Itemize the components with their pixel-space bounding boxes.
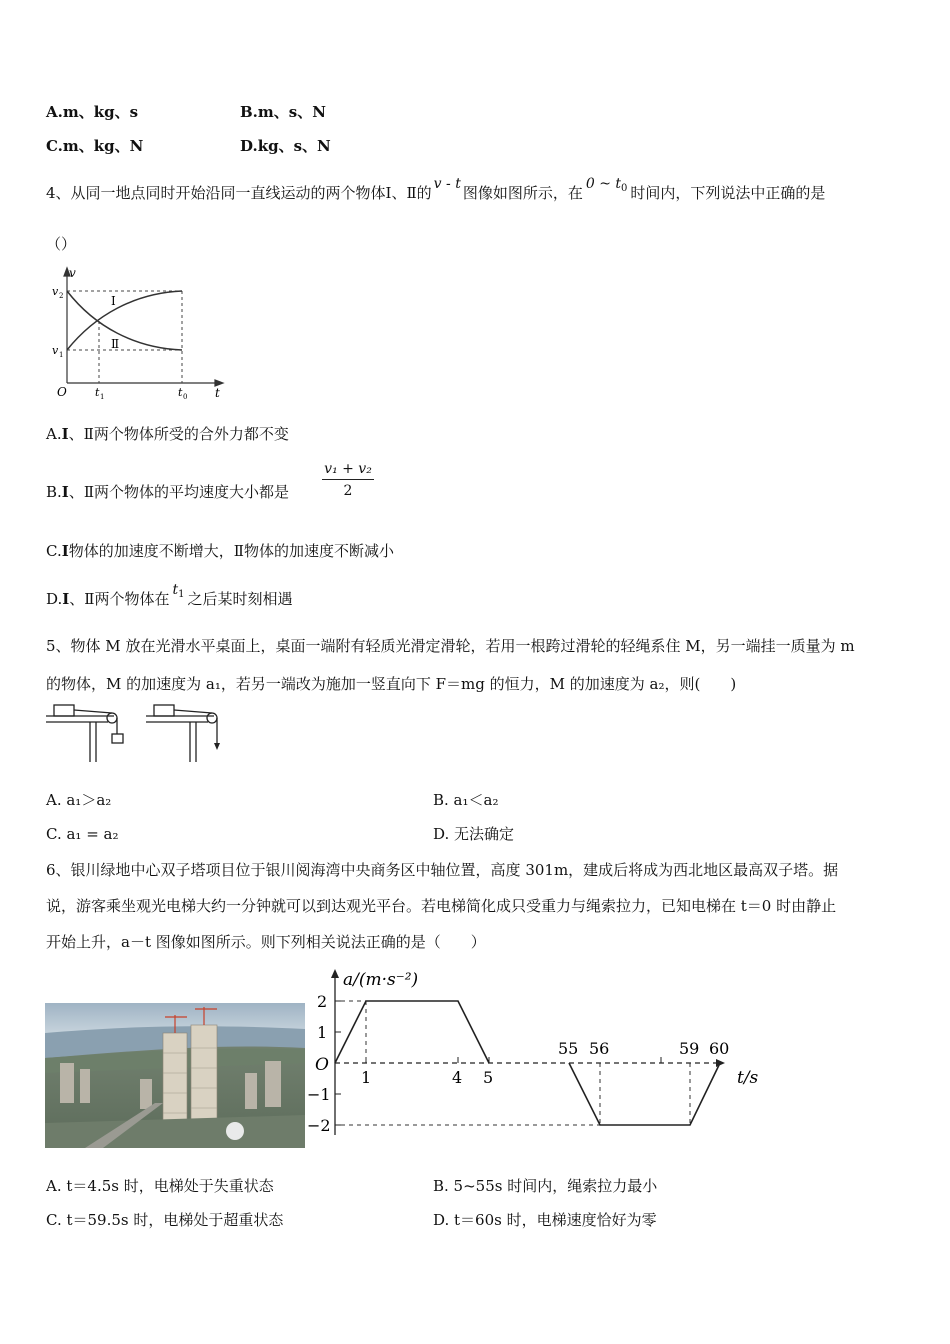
q4-option-d (46, 582, 293, 615)
q6-curve-positive (335, 1001, 489, 1063)
q5-rope-left (74, 710, 112, 713)
q6-origin: O (315, 1055, 329, 1075)
q4-option-a-roman: Ⅰ (61, 425, 69, 443)
q4-option-a-prefix: A. (46, 425, 62, 443)
q4-stem-range-text: 0 ~ t (585, 176, 622, 192)
q4-t0-sub: 0 (183, 393, 188, 400)
q6-ylabel: a/(m·s⁻²) (343, 970, 419, 990)
q4-ylabel: v (69, 266, 76, 280)
q4-vt-graph (45, 265, 230, 400)
q6-option-d: D. t＝60s 时，电梯速度恰好为零 (433, 1211, 657, 1229)
q6-y-arrow-icon (331, 969, 339, 978)
q6-xtick-56: 56 (589, 1039, 610, 1058)
q4-t1-sub: 1 (100, 393, 105, 400)
q4-stem (46, 176, 826, 209)
q4-option-c-text: 物体的加速度不断增大，Ⅱ物体的加速度不断减小 (68, 542, 394, 560)
q4-stem-part1: 4、从同一地点同时开始沿同一直线运动的两个物体Ⅰ、Ⅱ的 (46, 184, 432, 202)
q6-xtick-1: 1 (361, 1068, 372, 1087)
q6-x-arrow-icon (716, 1059, 725, 1067)
q5-option-d: D. 无法确定 (433, 825, 515, 843)
q4-stem-part2: 图像如图所示，在 (462, 184, 583, 202)
q6-curve-negative (569, 1063, 720, 1125)
q3-option-c: C.m、kg、N (46, 137, 144, 155)
q6-ytick-2: 2 (317, 992, 328, 1011)
q4-option-d-t1 (173, 582, 185, 598)
q6-stem-line2: 说，游客乘坐观光电梯大约一分钟就可以到达观光平台。若电梯简化成只受重力与绳索拉力，已知电梯在 t＝0 时由静止 (46, 897, 837, 915)
q6-xtick-4: 4 (452, 1068, 463, 1087)
q4-option-d-text1: 、Ⅱ两个物体在 (69, 590, 170, 608)
q6-ytick-neg2: −2 (307, 1116, 331, 1135)
q5-apparatus-diagram (46, 700, 231, 770)
q5-pulley-left-icon (107, 713, 117, 723)
q6-xtick-5: 5 (483, 1068, 494, 1087)
q4-option-b (46, 482, 289, 502)
q4-option-b-prefix: B. (46, 483, 62, 501)
q4-option-b-text: 、Ⅱ两个物体的平均速度大小都是 (68, 483, 290, 501)
q4-option-c-roman: Ⅰ (61, 542, 69, 560)
q4-option-b-fraction (322, 460, 374, 500)
q4-stem-range (586, 176, 628, 192)
q4-option-c (46, 541, 394, 561)
q4-xlabel: t (215, 386, 220, 400)
q5-block-left (54, 705, 74, 716)
twin-towers-illustration (45, 1003, 305, 1148)
q4-v1-label: v (52, 344, 59, 357)
q5-rope-right (174, 710, 212, 713)
q5-block-right (154, 705, 174, 716)
q6-option-c: C. t＝59.5s 时，电梯处于超重状态 (46, 1211, 284, 1229)
q4-t0-label: t (178, 386, 183, 399)
q3-option-d: D.kg、s、N (240, 137, 331, 155)
q6-at-graph (305, 965, 775, 1140)
q5-stem-line2: 的物体，M 的加速度为 a₁，若另一端改为施加一竖直向下 F＝mg 的恒力，M 的加速度为 a₂，则( ) (46, 675, 737, 693)
q6-option-a: A. t＝4.5s 时，电梯处于失重状态 (46, 1177, 274, 1195)
q4-stem-part3: 时间内，下列说法中正确的是 (630, 184, 826, 202)
q4-option-d-t-sub: 1 (178, 589, 185, 600)
q6-xtick-55: 55 (558, 1039, 579, 1058)
q4-paren: （） (46, 235, 77, 253)
q4-option-d-roman: Ⅰ (62, 590, 70, 608)
q4-v2-label: v (52, 285, 59, 298)
q4-option-c-prefix: C. (46, 542, 62, 560)
q4-t1-label: t (95, 386, 100, 399)
q4-origin: O (57, 385, 67, 399)
q3-option-a: A.m、kg、s (46, 103, 139, 121)
q5-stem-line1: 5、物体 M 放在光滑水平桌面上，桌面一端附有轻质光滑定滑轮，若用一根跨过滑轮的轻绳系住 M，另一端挂一质量为 m (46, 637, 855, 655)
q6-xtick-60: 60 (709, 1039, 730, 1058)
q6-option-b: B. 5~55s 时间内，绳索拉力最小 (433, 1177, 658, 1195)
q4-curve-1-label: Ⅰ (111, 294, 116, 308)
q6-stem-line3: 开始上升，a－t 图像如图所示。则下列相关说法正确的是（ ） (46, 933, 486, 951)
q5-pulley-right-icon (207, 713, 217, 723)
q4-option-b-roman: Ⅰ (61, 483, 69, 501)
q4-option-d-text2: 之后某时刻相遇 (187, 590, 293, 608)
q4-stem-range-sub: 0 (621, 183, 628, 194)
q5-option-c: C. a₁ = a₂ (46, 825, 119, 843)
q5-force-arrow-icon (214, 743, 220, 750)
q5-option-b: B. a₁＜a₂ (433, 791, 499, 809)
q4-fraction-numerator: v₁ + v₂ (322, 460, 374, 480)
q4-curve-1 (67, 291, 182, 350)
q5-hanging-mass-icon (112, 734, 123, 743)
q6-stem-line1: 6、银川绿地中心双子塔项目位于银川阅海湾中央商务区中轴位置，高度 301m，建成后将成为西北地区最高双子塔。据 (46, 861, 839, 879)
q6-xlabel: t/s (737, 1068, 759, 1088)
q6-xtick-59: 59 (679, 1039, 700, 1058)
q4-option-d-prefix: D. (46, 590, 63, 608)
q4-option-d-t: t (172, 582, 179, 598)
q4-curve-2-label: Ⅱ (111, 337, 120, 351)
q4-fraction-denominator: 2 (343, 483, 353, 499)
q6-ytick-neg1: −1 (307, 1085, 331, 1104)
q4-curve-2 (67, 291, 182, 350)
q4-option-a (46, 424, 289, 444)
q4-stem-vt: v - t (433, 176, 461, 192)
twin-towers-photo (45, 1003, 305, 1148)
q3-option-b: B.m、s、N (240, 103, 326, 121)
q4-option-a-text: 、Ⅱ两个物体所受的合外力都不变 (68, 425, 289, 443)
q4-v1-sub: 1 (59, 351, 64, 359)
q6-ytick-1: 1 (317, 1023, 328, 1042)
q4-v2-sub: 2 (59, 292, 64, 300)
q5-option-a: A. a₁＞a₂ (46, 791, 112, 809)
